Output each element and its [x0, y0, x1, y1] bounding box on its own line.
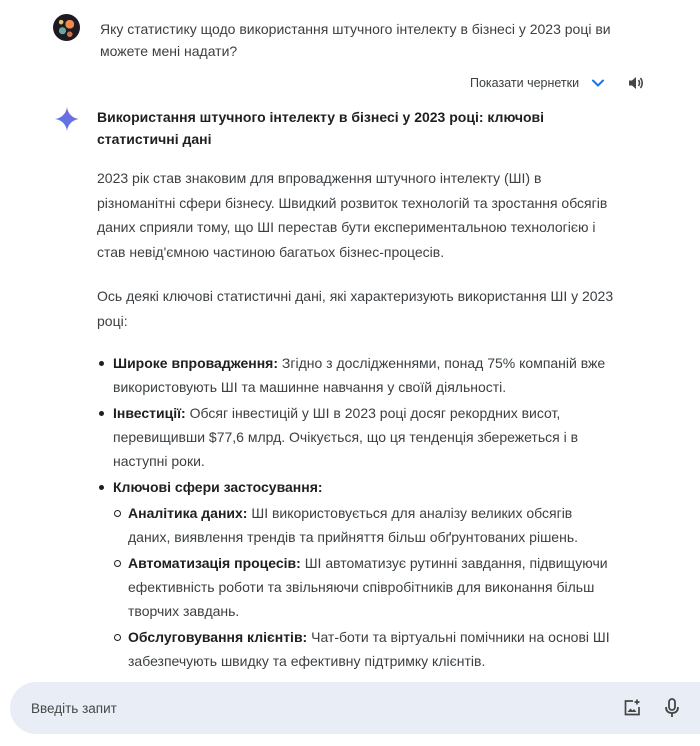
list-item-label: Інвестиції:	[113, 405, 186, 421]
show-drafts-button[interactable]: Показати чернетки	[470, 76, 580, 90]
sub-list-item-text: ШІ автоматизує рутинні завдання, підвищуючи ефективність роботи та звільняючи співробітників для виконання більш творчих завдань.	[128, 555, 608, 619]
sub-list-item-label: Автоматизація процесів:	[128, 555, 301, 571]
sub-list-item-text: ШІ використовується для аналізу великих обсягів даних, виявлення трендів та прийняття більш обґрунтованих рішень.	[128, 505, 579, 545]
user-prompt	[53, 14, 653, 62]
sub-list-item	[113, 625, 617, 673]
sub-list-item-label: Обслуговування клієнтів:	[128, 629, 308, 645]
user-prompt-text: Яку статистику щодо використання штучного інтелекту в бізнесі у 2023 році ви можете мені надати?	[100, 21, 611, 59]
speaker-icon[interactable]	[627, 74, 645, 92]
sub-list-item	[113, 501, 617, 549]
list-item-text: Обсяг інвестицій у ШІ в 2023 році досяг рекордних висот, перевищивши $77,6 млрд. Очікується, що ця тенденція збережеться і в наступні роки.	[113, 405, 579, 469]
sub-list-item-text: Чат-боти та віртуальні помічники на основі ШІ забезпечують швидку та ефективну підтримку клієнтів.	[128, 629, 610, 669]
list-item	[97, 351, 617, 399]
prompt-input[interactable]	[31, 701, 451, 716]
list-item-label: Ключові сфери застосування:	[113, 479, 323, 495]
list-item-label: Широке впровадження:	[113, 355, 278, 371]
response-intro: 2023 рік став знаковим для впровадження штучного інтелекту (ШІ) в різноманітні сфери бізнесу. Швидкий розвиток технологій та зростання обсягів даних сприяли тому, що ШІ перестав бути експериментальною технологією і став невід'ємною частиною багатьох бізнес-процесів.	[97, 170, 608, 260]
response-toolbar	[470, 74, 645, 92]
sub-list-item	[113, 551, 617, 623]
add-image-icon[interactable]	[622, 698, 642, 718]
response-title: Використання штучного інтелекту в бізнесі у 2023 році: ключові статистичні дані	[97, 109, 545, 147]
user-avatar-icon[interactable]	[53, 14, 80, 41]
list-item	[97, 401, 617, 473]
prompt-bar	[10, 682, 700, 734]
list-item-text: Згідно з дослідженнями, понад 75% компаній вже використовують ШІ та машинне навчання у своїй діяльності.	[113, 355, 606, 395]
response-body	[97, 106, 617, 725]
response-lead-in: Ось деякі ключові статистичні дані, які характеризують використання ШІ у 2023 році:	[97, 288, 614, 329]
chevron-down-icon[interactable]	[591, 76, 605, 90]
gemini-sparkle-icon	[55, 107, 79, 131]
microphone-icon[interactable]	[662, 697, 682, 719]
stats-list	[97, 351, 617, 723]
sub-list-item-label: Аналітика даних:	[128, 505, 248, 521]
